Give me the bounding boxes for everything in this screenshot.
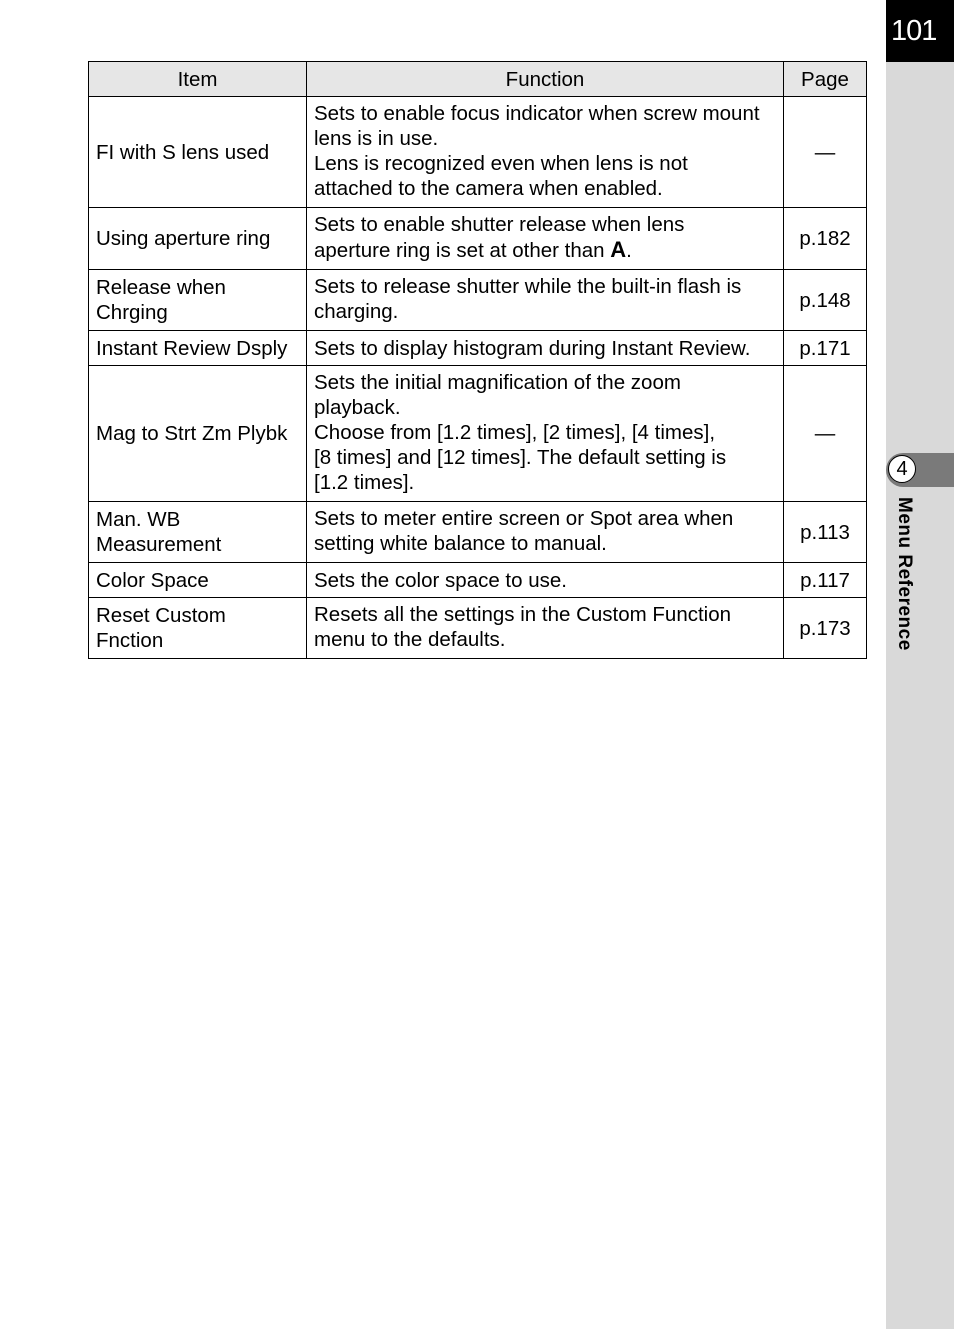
page-cell: p.171 xyxy=(784,331,867,366)
item-cell: Color Space xyxy=(89,563,307,598)
item-cell: Mag to Strt Zm Plybk xyxy=(89,366,307,502)
page-cell: — xyxy=(784,366,867,502)
item-cell: FI with S lens used xyxy=(89,97,307,208)
table-row xyxy=(89,502,867,563)
page-cell: p.117 xyxy=(784,563,867,598)
page-cell: p.173 xyxy=(784,598,867,659)
function-cell: Sets to enable shutter release when lens aperture ring is set at other than A. xyxy=(307,208,784,270)
page-cell: p.113 xyxy=(784,502,867,563)
table-row xyxy=(89,97,867,208)
page-cell: p.182 xyxy=(784,208,867,270)
chapter-title: Menu Reference xyxy=(894,497,915,651)
function-cell: Sets to meter entire screen or Spot area when setting white balance to manual. xyxy=(307,502,784,563)
header-page: Page xyxy=(784,62,867,97)
table-header-row xyxy=(89,62,867,97)
page-cell: — xyxy=(784,97,867,208)
side-strip xyxy=(886,0,954,1329)
chapter-number: 4 xyxy=(888,455,916,483)
reference-table xyxy=(88,61,867,659)
table-row xyxy=(89,563,867,598)
item-cell: Using aperture ring xyxy=(89,208,307,270)
table-row xyxy=(89,208,867,270)
item-cell: Release when Chrging xyxy=(89,270,307,331)
item-cell: Instant Review Dsply xyxy=(89,331,307,366)
aperture-auto-symbol: A xyxy=(610,237,627,262)
table-row xyxy=(89,366,867,502)
page-number: 101 xyxy=(886,0,954,62)
function-cell: Sets to enable focus indicator when screw mount lens is in use. Lens is recognized even when lens is not attached to the camera when enabled. xyxy=(307,97,784,208)
function-cell: Resets all the settings in the Custom Function menu to the defaults. xyxy=(307,598,784,659)
table-row xyxy=(89,331,867,366)
function-cell: Sets to release shutter while the built-in flash is charging. xyxy=(307,270,784,331)
table-row xyxy=(89,270,867,331)
function-cell: Sets the initial magnification of the zoom playback. Choose from [1.2 times], [2 times], [4 times], [8 times] and [12 times]. The default setting is [1.2 times]. xyxy=(307,366,784,502)
function-cell: Sets the color space to use. xyxy=(307,563,784,598)
item-cell: Man. WB Measurement xyxy=(89,502,307,563)
header-function: Function xyxy=(307,62,784,97)
page-cell: p.148 xyxy=(784,270,867,331)
item-cell: Reset Custom Fnction xyxy=(89,598,307,659)
header-item: Item xyxy=(89,62,307,97)
table-row xyxy=(89,598,867,659)
function-cell: Sets to display histogram during Instant Review. xyxy=(307,331,784,366)
